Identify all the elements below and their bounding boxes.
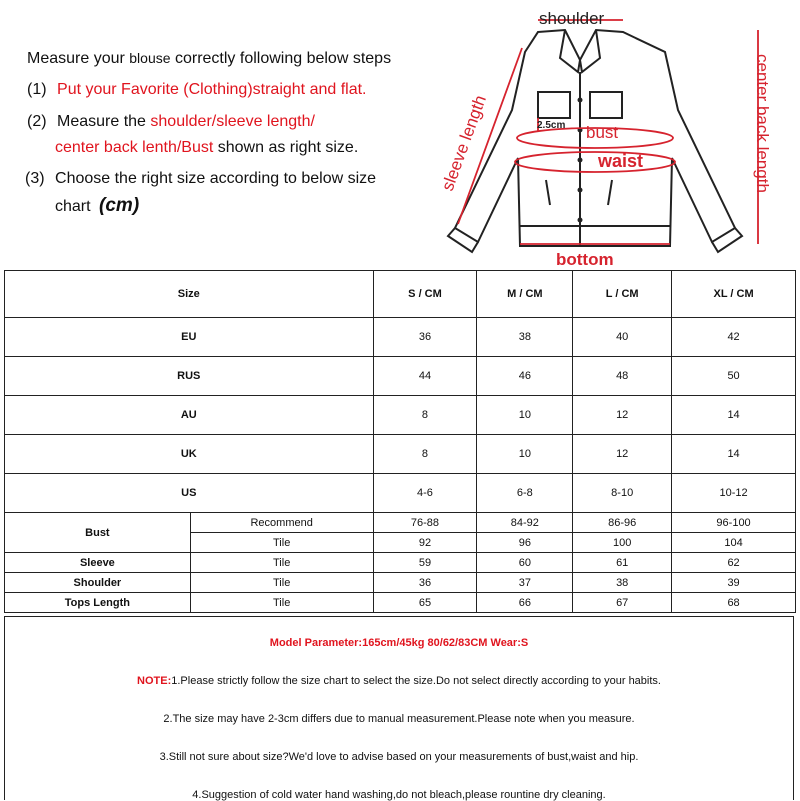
table-row: Tile 92 96 100 104 xyxy=(5,533,796,553)
table-row: AU 8 10 12 14 xyxy=(5,396,796,435)
step-3-cont: chart (cm) xyxy=(55,195,140,216)
size-chart-table xyxy=(4,270,796,613)
table-row: Bust Recommend 76-88 84-92 86-96 96-100 xyxy=(5,513,796,533)
note-3: 3.Still not sure about size?We'd love to advise based on your measurements of bust,waist and hip. xyxy=(159,751,639,763)
bust-label-cell: Bust xyxy=(5,513,191,553)
bust-label: bust xyxy=(586,123,619,142)
instructions-title: Measure your blouse correctly following below steps xyxy=(27,50,392,67)
col-s: S / CM xyxy=(373,271,477,318)
col-xl: XL / CM xyxy=(672,271,796,318)
table-row: EU 36 38 40 42 xyxy=(5,318,796,357)
table-row: US 4-6 6-8 8-10 10-12 xyxy=(5,474,796,513)
step-3: (3) Choose the right size according to below size xyxy=(25,170,377,187)
table-row: Sleeve Tile 59 60 61 62 xyxy=(5,553,796,573)
table-row: RUS 44 46 48 50 xyxy=(5,357,796,396)
model-parameter: Model Parameter:165cm/45kg 80/62/83CM Wear:S xyxy=(269,637,529,649)
note-2: 2.The size may have 2-3cm differs due to manual measurement.Please note when you measure. xyxy=(163,713,635,725)
sleeve-length-label: sleeve length xyxy=(437,92,491,194)
col-l: L / CM xyxy=(573,271,672,318)
jacket-measurement-diagram xyxy=(420,0,800,268)
step-2: (2) Measure the shoulder/sleeve length/ xyxy=(27,113,315,130)
size-header: Size xyxy=(5,271,374,318)
table-row: UK 8 10 12 14 xyxy=(5,435,796,474)
bottom-label: bottom xyxy=(556,250,614,268)
measure-instructions xyxy=(0,0,440,260)
col-m: M / CM xyxy=(477,271,573,318)
table-row: Tops Length Tile 65 66 67 68 xyxy=(5,593,796,613)
waist-label: waist xyxy=(598,151,644,171)
step-2-cont: center back lenth/Bust shown as right size. xyxy=(55,139,359,156)
center-back-length-label: center back length xyxy=(753,54,772,193)
shoulder-label: shoulder xyxy=(539,9,605,28)
offset-label: 2.5cm xyxy=(537,120,566,131)
note-4: 4.Suggestion of cold water hand washing,do not bleach,please rountine dry cleaning. xyxy=(192,789,606,801)
note-1: NOTE:1.Please strictly follow the size chart to select the size.Do not select directly according to your habits. xyxy=(137,675,661,687)
unit-label: (cm) xyxy=(99,195,140,216)
table-header-row xyxy=(5,271,796,318)
step-1: (1) Put your Favorite (Clothing)straight and flat. xyxy=(27,81,367,98)
table-row: Shoulder Tile 36 37 38 39 xyxy=(5,573,796,593)
notes-section xyxy=(4,616,794,800)
